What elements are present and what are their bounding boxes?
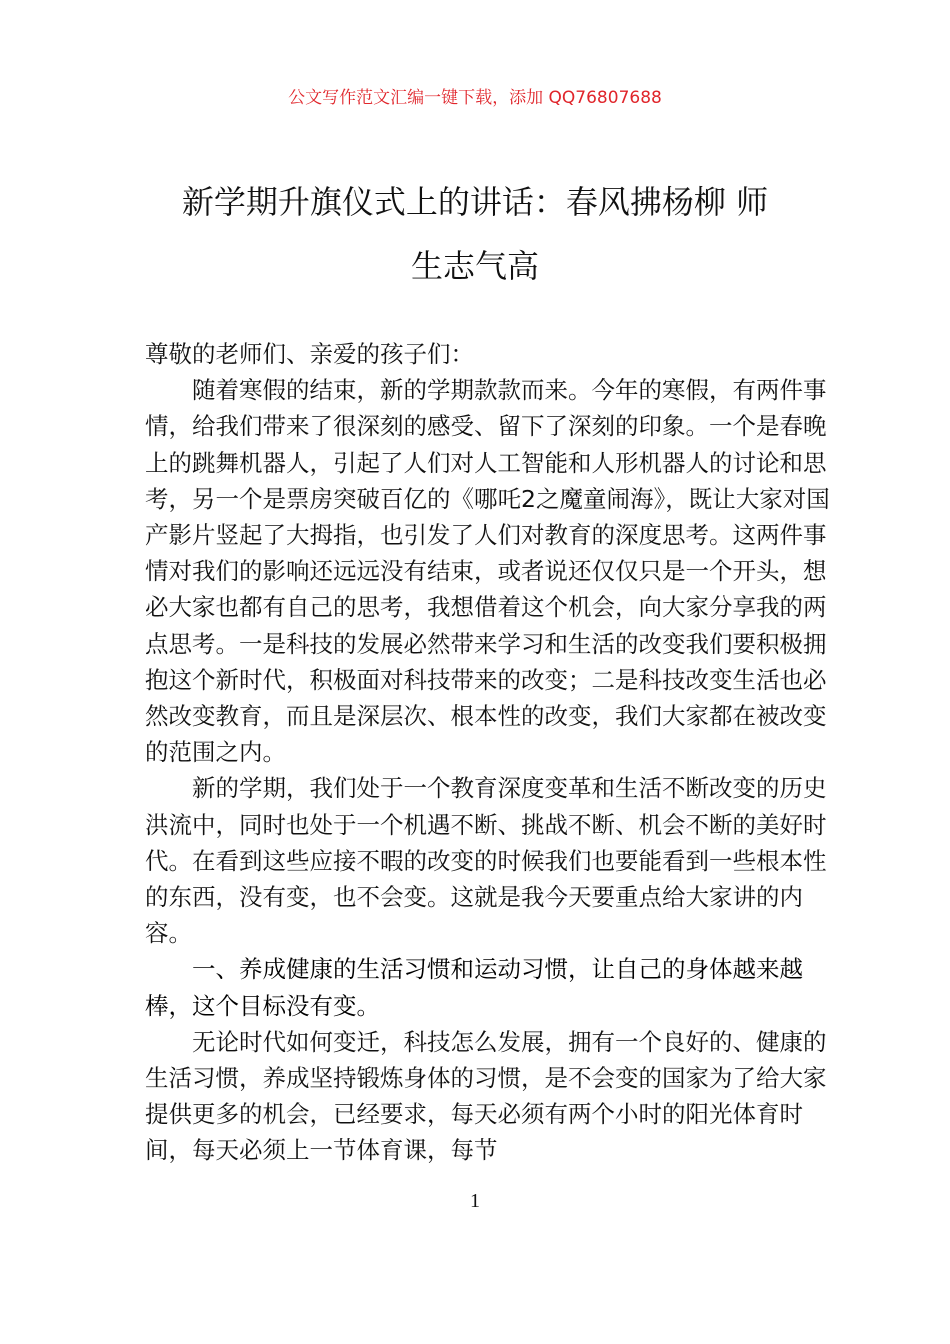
title-line-2: 生志气高: [410, 247, 539, 285]
salutation: 尊敬的老师们、亲爱的孩子们：: [145, 340, 474, 368]
paragraph-2: 新的学期，我们处于一个教育深度变革和生活不断改变的历史洪流中，同时也处于一个机遇不断、挑战不断、机会不断的美好时代。在看到这些应接不暇的改变的时候我们也要能看到一些根本性的东西，没有变，也不会变。这就是我今天要重点给大家讲的内容。: [145, 774, 827, 948]
document-body: [145, 336, 835, 1169]
paragraph-1: 随着寒假的结束，新的学期款款而来。今年的寒假，有两件事情，给我们带来了很深刻的感受、留下了深刻的印象。一个是春晚上的跳舞机器人，引起了人们对人工智能和人形机器人的讨论和思考，另一个是票房突破百亿的《哪吒2之魔童闹海》，既让大家对国产影片竖起了大拇指，也引发了人们对教育的深度思考。这两件事情对我们的影响还远远没有结束，或者说还仅仅只是一个开头，想必大家也都有自己的思考，我想借着这个机会，向大家分享我的两点思考。一是科技的发展必然带来学习和生活的改变我们要积极拥抱这个新时代，积极面对科技带来的改变；二是科技改变生活也必然改变教育，而且是深层次、根本性的改变，我们大家都在被改变的范围之内。: [145, 376, 830, 767]
paragraph-3: 无论时代如何变迁，科技怎么发展，拥有一个良好的、健康的生活习惯，养成坚持锻炼身体的习惯，是不会变的国家为了给大家提供更多的机会，已经要求，每天必须有两个小时的阳光体育时间，每天必须上一节体育课，每节: [145, 1027, 827, 1165]
page-number: 1: [470, 1190, 480, 1212]
title-line-1: 新学期升旗仪式上的讲话：春风拂杨柳 师: [181, 183, 769, 221]
document-title: [120, 170, 830, 298]
section-heading-1: 一、养成健康的生活习惯和运动习惯，让自己的身体越来越棒，这个目标没有变。: [145, 955, 803, 1020]
promo-header-note: 公文写作范文汇编一键下载，添加 QQ76807688: [288, 88, 662, 108]
